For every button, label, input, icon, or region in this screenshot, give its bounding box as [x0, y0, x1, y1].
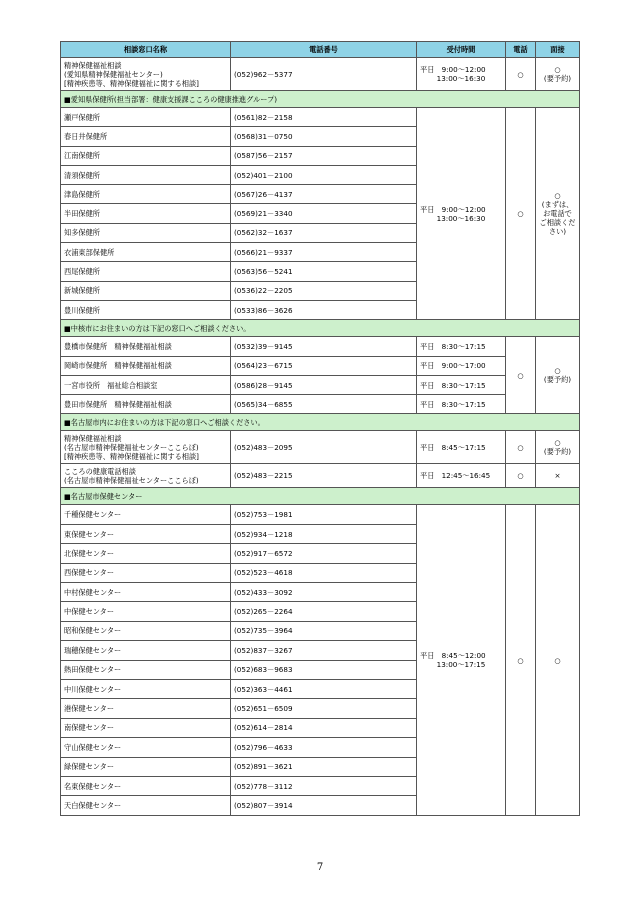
center-name: 精神保健福祉相談 (愛知県精神保健福祉センター) [精神疾患等、精神保健福祉に関する相談] [61, 58, 231, 91]
group-tel: ○ [506, 505, 536, 815]
office-hours: 平日 9:00～17:00 [417, 356, 506, 375]
office-phone: (0565)34－6855 [231, 395, 417, 414]
office-name: 守山保健センター [61, 738, 231, 757]
table-row [61, 337, 580, 356]
office-name: 西尾保健所 [61, 262, 231, 281]
office-name: 江南保健所 [61, 146, 231, 165]
section-title: ■中核市にお住まいの方は下記の窓口へご相談ください。 [61, 320, 580, 337]
section-nagoya_hc [61, 488, 580, 505]
office-hours: 平日 8:30～17:15 [417, 337, 506, 356]
office-phone: (052)483－2095 [231, 431, 417, 464]
office-name: 北保健センター [61, 544, 231, 563]
office-name: 瀬戸保健所 [61, 108, 231, 127]
office-phone: (052)934－1218 [231, 524, 417, 543]
section-title: ■名古屋市内にお住まいの方は下記の窓口へご相談ください。 [61, 414, 580, 431]
office-phone: (052)523－4618 [231, 563, 417, 582]
office-phone: (052)807－3914 [231, 796, 417, 815]
office-phone: (052)433－3092 [231, 583, 417, 602]
header-tel: 電話 [506, 42, 536, 58]
group-visit: ○ [536, 505, 580, 815]
office-phone: (052)265－2264 [231, 602, 417, 621]
office-name: 中川保健センター [61, 679, 231, 698]
office-name: 昭和保健センター [61, 621, 231, 640]
office-name: 豊川保健所 [61, 300, 231, 319]
section-chukaku [61, 320, 580, 337]
office-name: 港保健センター [61, 699, 231, 718]
office-phone: (0561)82－2158 [231, 108, 417, 127]
office-phone: (0533)86－3626 [231, 300, 417, 319]
table-row [61, 58, 580, 91]
office-name: 千種保健センター [61, 505, 231, 524]
office-name: 東保健センター [61, 524, 231, 543]
office-phone: (0563)56－5241 [231, 262, 417, 281]
center-tel: ○ [506, 58, 536, 91]
center-phone: (052)962－5377 [231, 58, 417, 91]
office-phone: (0564)23－6715 [231, 356, 417, 375]
table-row [61, 356, 580, 375]
table-row [61, 375, 580, 394]
office-phone: (052)796－4633 [231, 738, 417, 757]
office-name: 衣浦東部保健所 [61, 243, 231, 262]
header-row [61, 42, 580, 58]
office-phone: (0587)56－2157 [231, 146, 417, 165]
office-tel: ○ [506, 431, 536, 464]
office-hours: 平日 12:45～16:45 [417, 464, 506, 488]
office-hours: 平日 8:30～17:15 [417, 375, 506, 394]
office-phone: (052)401－2100 [231, 165, 417, 184]
office-phone: (052)837－3267 [231, 641, 417, 660]
office-phone: (0566)21－9337 [231, 243, 417, 262]
office-name: こころの健康電話相談 (名古屋市精神保健福祉センターここらぼ) [61, 464, 231, 488]
office-tel: ○ [506, 464, 536, 488]
group-visit: ○ (要予約) [536, 337, 580, 414]
office-name: 名東保健センター [61, 776, 231, 795]
office-phone: (052)753－1981 [231, 505, 417, 524]
office-name: 精神保健福祉相談 (名古屋市精神保健福祉センターここらぼ) [精神疾患等、精神保健福祉に関する相談] [61, 431, 231, 464]
office-phone: (052)483－2215 [231, 464, 417, 488]
table-row [61, 431, 580, 464]
office-phone: (0586)28－9145 [231, 375, 417, 394]
center-visit: ○ (要予約) [536, 58, 580, 91]
table-row [61, 505, 580, 524]
group-hours: 平日 9:00～12:00 13:00～16:30 [417, 108, 506, 320]
office-phone: (052)651－6509 [231, 699, 417, 718]
office-name: 岡崎市保健所 精神保健福祉相談 [61, 356, 231, 375]
office-phone: (052)778－3112 [231, 776, 417, 795]
office-phone: (052)917－6572 [231, 544, 417, 563]
office-phone: (052)614－2814 [231, 718, 417, 737]
office-name: 半田保健所 [61, 204, 231, 223]
office-name: 南保健センター [61, 718, 231, 737]
consultation-table [60, 41, 580, 816]
office-visit: ○ (要予約) [536, 431, 580, 464]
office-name: 知多保健所 [61, 223, 231, 242]
office-name: 西保健センター [61, 563, 231, 582]
office-phone: (0532)39－9145 [231, 337, 417, 356]
group-hours: 平日 8:45～12:00 13:00～17:15 [417, 505, 506, 815]
group-visit: ○ (まずは、 お電話で ご相談くだ さい) [536, 108, 580, 320]
office-phone: (0569)21－3340 [231, 204, 417, 223]
office-name: 熱田保健センター [61, 660, 231, 679]
office-visit: × [536, 464, 580, 488]
office-name: 緑保健センター [61, 757, 231, 776]
table-row [61, 395, 580, 414]
section-aichi [61, 91, 580, 108]
office-phone: (052)683－9683 [231, 660, 417, 679]
office-phone: (052)363－4461 [231, 679, 417, 698]
header-name: 相談窓口名称 [61, 42, 231, 58]
table-row [61, 464, 580, 488]
office-phone: (0562)32－1637 [231, 223, 417, 242]
office-name: 新城保健所 [61, 281, 231, 300]
office-hours: 平日 8:45～17:15 [417, 431, 506, 464]
group-tel: ○ [506, 108, 536, 320]
office-phone: (0568)31－0750 [231, 127, 417, 146]
table-row [61, 108, 580, 127]
office-name: 津島保健所 [61, 185, 231, 204]
header-hours: 受付時間 [417, 42, 506, 58]
section-title: ■名古屋市保健センター [61, 488, 580, 505]
office-name: 中村保健センター [61, 583, 231, 602]
office-name: 春日井保健所 [61, 127, 231, 146]
office-phone: (052)891－3621 [231, 757, 417, 776]
office-hours: 平日 8:30～17:15 [417, 395, 506, 414]
group-tel: ○ [506, 337, 536, 414]
office-name: 天白保健センター [61, 796, 231, 815]
page-number: 7 [316, 862, 324, 873]
office-name: 中保健センター [61, 602, 231, 621]
office-name: 瑞穂保健センター [61, 641, 231, 660]
header-phone: 電話番号 [231, 42, 417, 58]
section-nagoya [61, 414, 580, 431]
office-phone: (0536)22－2205 [231, 281, 417, 300]
office-phone: (0567)26－4137 [231, 185, 417, 204]
section-title: ■愛知県保健所(担当部署：健康支援課こころの健康推進グループ) [61, 91, 580, 108]
office-name: 一宮市役所 福祉総合相談室 [61, 375, 231, 394]
office-name: 豊田市保健所 精神保健福祉相談 [61, 395, 231, 414]
header-visit: 面接 [536, 42, 580, 58]
office-name: 清須保健所 [61, 165, 231, 184]
office-phone: (052)735－3964 [231, 621, 417, 640]
center-hours: 平日 9:00～12:00 13:00～16:30 [417, 58, 506, 91]
office-name: 豊橋市保健所 精神保健福祉相談 [61, 337, 231, 356]
